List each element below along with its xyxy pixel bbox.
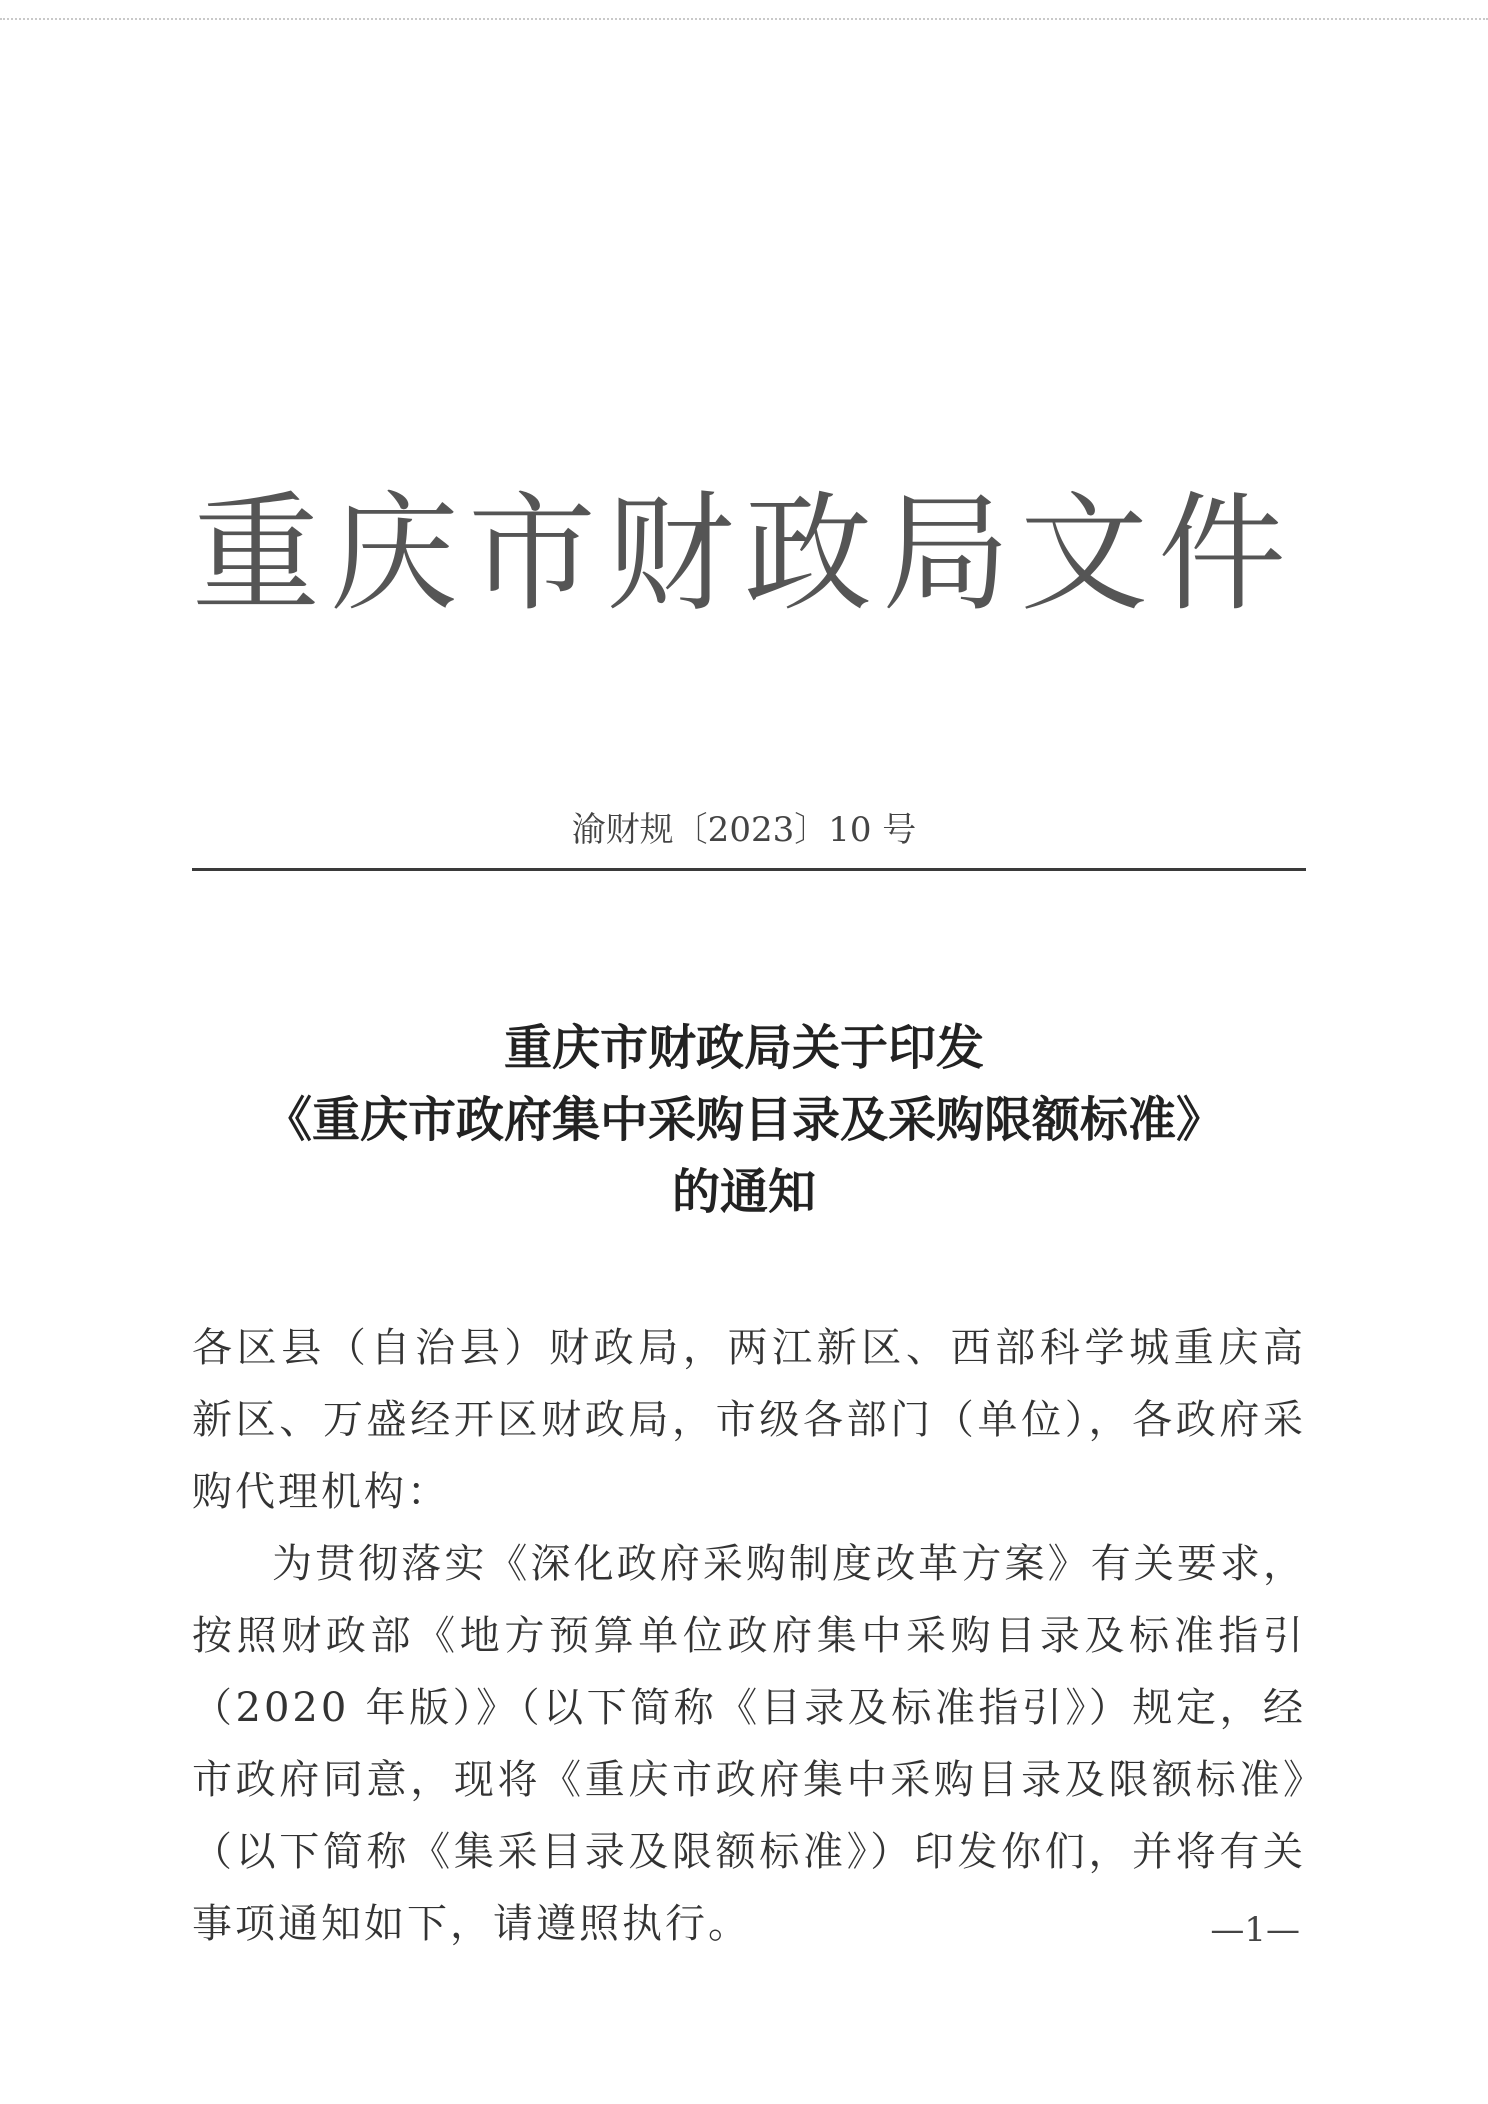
notice-title [0,1012,1488,1228]
page-number: —1— [1210,1910,1300,1950]
scan-edge-line [0,18,1488,20]
body-paragraph-1: 为贯彻落实《深化政府采购制度改革方案》有关要求，按照财政部《地方预算单位政府集中采购目录及标准指引（2020 年版）》（以下简称《目录及标准指引》）规定，经市政府同意，现将《重庆市政府集中采购目录及限额标准》（以下简称《集采目录及限额标准》）印发你们，并将有关事项通知如下，请遵照执行。 [192,1541,1306,1947]
document-number: 渝财规〔2023〕10 号 [571,810,917,850]
red-header-title: 重庆市财政局文件 [191,480,1296,629]
document-body [192,1312,1306,1960]
notice-title-line-1: 重庆市财政局关于印发 [503,1020,984,1076]
header-divider [192,868,1306,871]
notice-title-line-2: 《重庆市政府集中采购目录及采购限额标准》 [263,1092,1224,1148]
notice-title-line-3: 的通知 [671,1164,816,1220]
salutation: 各区县（自治县）财政局，两江新区、西部科学城重庆高新区、万盛经开区财政局，市级各部门（单位），各政府采购代理机构： [192,1325,1306,1515]
